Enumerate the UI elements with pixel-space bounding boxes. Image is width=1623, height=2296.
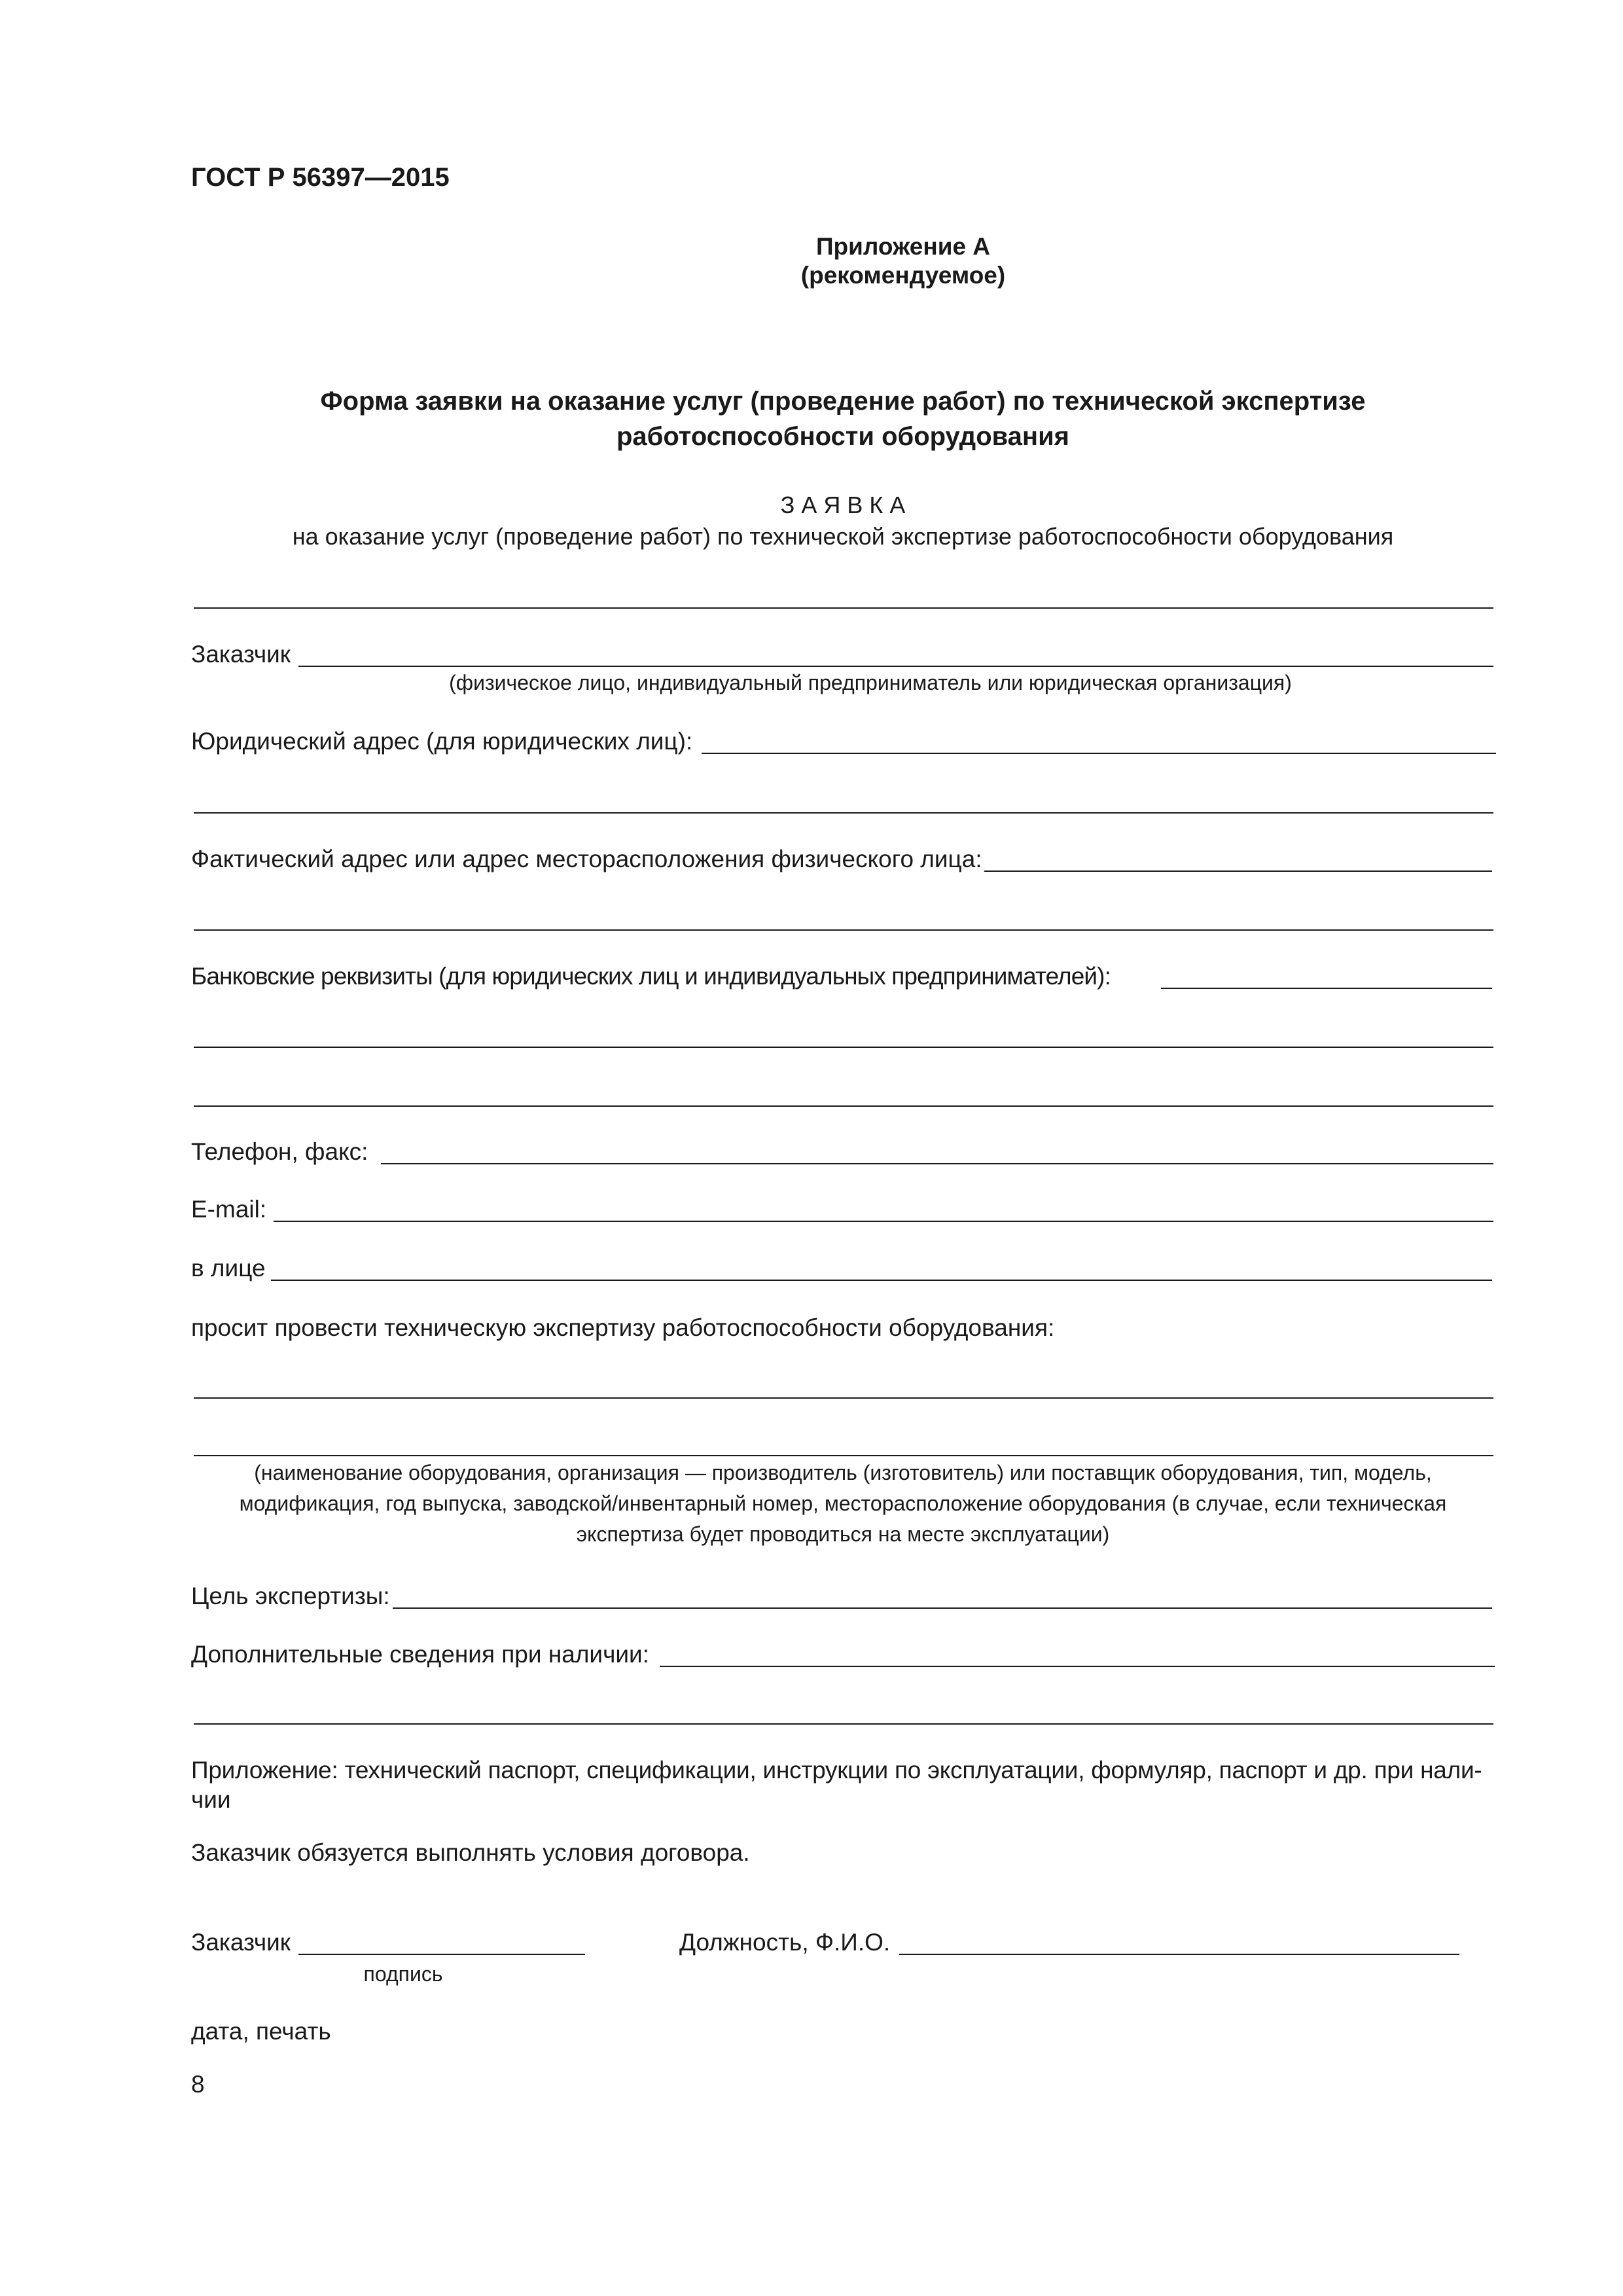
represented-by-label: в лице [191, 1255, 266, 1282]
date-stamp-label: дата, печать [191, 2018, 331, 2045]
bank-details-input-line-2[interactable] [194, 1047, 1493, 1048]
customer-input-line[interactable] [298, 666, 1493, 667]
appendix-title: Приложение А [815, 233, 991, 260]
attachments-line2: чии [191, 1786, 231, 1813]
purpose-label: Цель экспертизы: [191, 1583, 390, 1609]
legal-address-input-line-2[interactable] [194, 812, 1493, 814]
equipment-input-line-1[interactable] [194, 1397, 1493, 1399]
bank-details-input-line[interactable] [1161, 988, 1492, 989]
email-label: E-mail: [191, 1196, 267, 1223]
legal-address-label: Юридический адрес (для юридических лиц): [191, 728, 693, 755]
request-text: просит провести техническую экспертизу работоспособности оборудования: [191, 1314, 1055, 1341]
bank-details-label: Банковские реквизиты (для юридических лиц и индивидуальных предпринимателей): [191, 963, 1111, 990]
equipment-hint-line2: модификация, год выпуска, заводской/инвентарный номер, месторасположение оборудования (в случае, если техническая [239, 1492, 1447, 1515]
additional-info-input-line-2[interactable] [194, 1723, 1493, 1725]
legal-address-input-line[interactable] [702, 753, 1496, 754]
purpose-input-line[interactable] [393, 1607, 1492, 1609]
actual-address-input-line-2[interactable] [194, 929, 1493, 931]
actual-address-input-line[interactable] [984, 870, 1492, 872]
obligation-text: Заказчик обязуется выполнять условия договора. [191, 1839, 750, 1866]
customer-label: Заказчик [191, 641, 291, 668]
phone-input-line[interactable] [381, 1163, 1493, 1164]
form-title-line1: Форма заявки на оказание услуг (проведение работ) по технической экспертизе [320, 387, 1366, 416]
bank-details-input-line-3[interactable] [194, 1105, 1493, 1107]
form-title-line2: работоспособности оборудования [616, 422, 1070, 451]
equipment-hint-line1: (наименование оборудования, организация — производитель (изготовитель) или поставщик оборудования, тип, модель, [254, 1461, 1432, 1484]
equipment-hint-line3: экспертиза будет проводиться на месте эксплуатации) [576, 1522, 1110, 1546]
equipment-input-line-2[interactable] [194, 1455, 1493, 1456]
actual-address-label: Фактический адрес или адрес месторасположения физического лица: [191, 846, 982, 872]
page-number: 8 [191, 2071, 205, 2098]
phone-label: Телефон, факс: [191, 1138, 368, 1165]
additional-info-label: Дополнительные сведения при наличии: [191, 1641, 649, 1668]
customer-hint: (физическое лицо, индивидуальный предприниматель или юридическая организация) [449, 671, 1292, 694]
signature-hint: подпись [363, 1962, 443, 1986]
attachments-line1: Приложение: технический паспорт, спецификации, инструкции по эксплуатации, формуляр, паспорт и др. при нали- [191, 1757, 1482, 1784]
request-subheading: на оказание услуг (проведение работ) по технической экспертизе работоспособности оборудования [292, 523, 1394, 550]
standard-number: ГОСТ Р 56397—2015 [191, 163, 450, 192]
additional-info-input-line[interactable] [660, 1666, 1495, 1667]
signature-input-line[interactable] [298, 1954, 585, 1955]
email-input-line[interactable] [274, 1221, 1493, 1222]
signature-customer-label: Заказчик [191, 1929, 291, 1956]
appendix-status: (рекомендуемое) [800, 262, 1006, 289]
position-name-label: Должность, Ф.И.О. [679, 1929, 891, 1956]
blank-line[interactable] [194, 607, 1493, 609]
position-name-input-line[interactable] [899, 1954, 1459, 1955]
represented-by-input-line[interactable] [271, 1280, 1492, 1281]
request-heading: З А Я В К А [780, 492, 906, 518]
